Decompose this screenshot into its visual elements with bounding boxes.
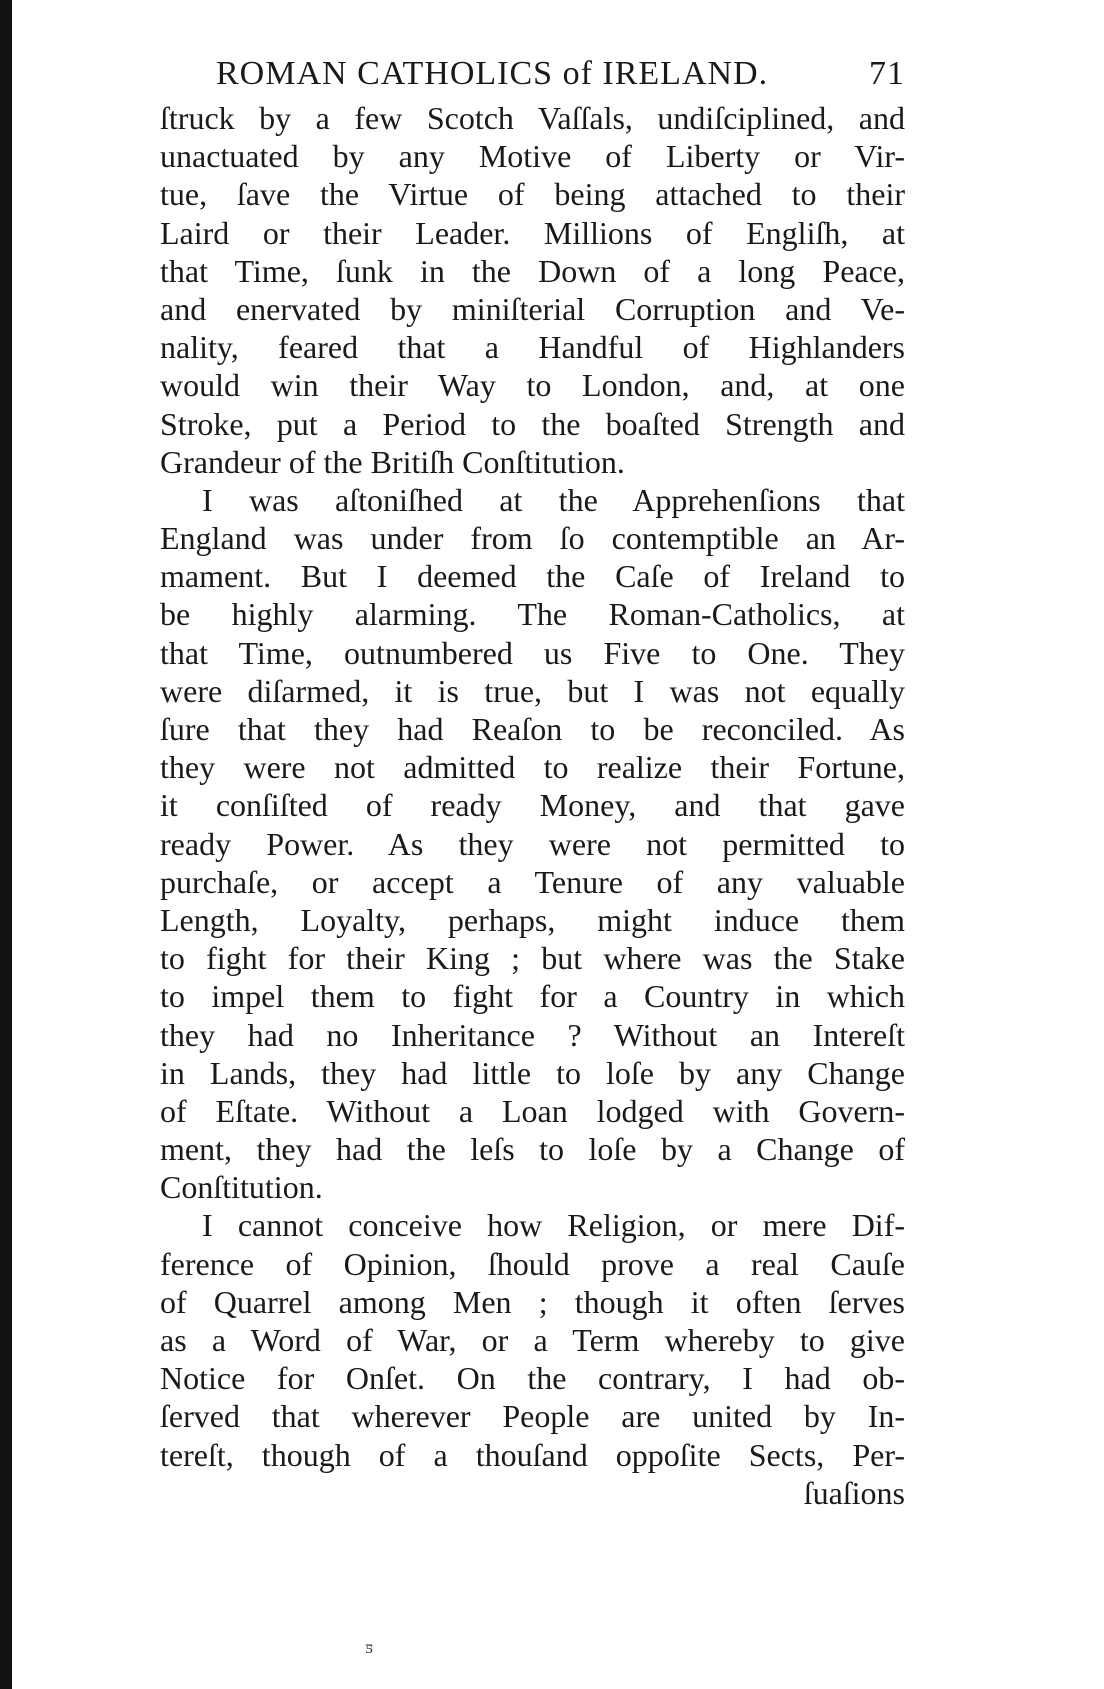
text-line: were diſarmed, it is true, but I was not equally — [160, 672, 905, 709]
text-line: Laird or their Leader. Millions of Engliſh, at — [160, 214, 905, 251]
text-line: ment, they had the leſs to loſe by a Change of — [160, 1131, 905, 1168]
text-line: as a Word of War, or a Term whereby to give — [160, 1322, 905, 1358]
text-line: that Time, ſunk in the Down of a long Peace, — [160, 252, 905, 289]
text-line: would win their Way to London, and, at one — [160, 367, 905, 404]
text-line: ſtruck by a few Scotch Vaſſals, undiſciplined, and — [160, 100, 905, 136]
bottom-mark: ƽ — [365, 1637, 373, 1657]
text-line: Notice for Onſet. On the contrary, I had ob- — [160, 1360, 905, 1397]
text-line: ready Power. As they were not permitted to — [160, 825, 905, 862]
text-line: it conſiſted of ready Money, and that gave — [160, 787, 905, 824]
text-line: Length, Loyalty, perhaps, might induce them — [160, 901, 905, 938]
text-line: unactuated by any Motive of Liberty or Vir- — [160, 138, 905, 175]
text-line: mament. But I deemed the Caſe of Ireland to — [160, 558, 905, 595]
page-number: 71 — [869, 55, 905, 92]
text-block — [160, 99, 905, 1512]
text-line: purchaſe, or accept a Tenure of any valuable — [160, 863, 905, 900]
text-line: be highly alarming. The Roman-Catholics, at — [160, 596, 905, 633]
running-head — [160, 55, 905, 99]
text-line: Stroke, put a Period to the boaſted Strength and — [160, 405, 905, 442]
text-line: England was under from ſo contemptible an Ar- — [160, 520, 905, 557]
binding-edge — [0, 0, 12, 1689]
text-line: tereſt, though of a thouſand oppoſite Sects, Per- — [160, 1436, 905, 1473]
text-line: tue, ſave the Virtue of being attached to their — [160, 176, 905, 213]
text-line: ſure that they had Reaſon to be reconciled. As — [160, 711, 905, 747]
book-page — [160, 55, 905, 1512]
text-line: Grandeur of the Britiſh Conſtitution. — [160, 443, 625, 480]
text-line: of Eſtate. Without a Loan lodged with Govern- — [160, 1092, 905, 1129]
text-line: and enervated by miniſterial Corruption and Ve- — [160, 290, 905, 327]
running-head-title: ROMAN CATHOLICS of IRELAND. — [216, 55, 769, 92]
text-line: to impel them to fight for a Country in which — [160, 978, 905, 1015]
text-line: I cannot conceive how Religion, or mere Dif- — [202, 1207, 905, 1244]
text-line: of Quarrel among Men ; though it often ſerves — [160, 1283, 905, 1320]
text-line: I was aſtoniſhed at the Apprehenſions that — [202, 481, 905, 518]
text-line: they had no Inheritance ? Without an Intereſt — [160, 1016, 905, 1053]
text-line: in Lands, they had little to loſe by any Change — [160, 1054, 905, 1091]
text-line: that Time, outnumbered us Five to One. They — [160, 634, 905, 671]
text-line: to fight for their King ; but where was the Stake — [160, 940, 905, 977]
catchword: ſuaſions — [803, 1474, 905, 1511]
text-line: nality, feared that a Handful of Highlanders — [160, 329, 905, 366]
text-line: ference of Opinion, ſhould prove a real Cauſe — [160, 1245, 905, 1282]
text-line: they were not admitted to realize their Fortune, — [160, 749, 905, 786]
text-line: ſerved that wherever People are united by In- — [160, 1398, 905, 1435]
text-line: Conſtitution. — [160, 1169, 323, 1206]
